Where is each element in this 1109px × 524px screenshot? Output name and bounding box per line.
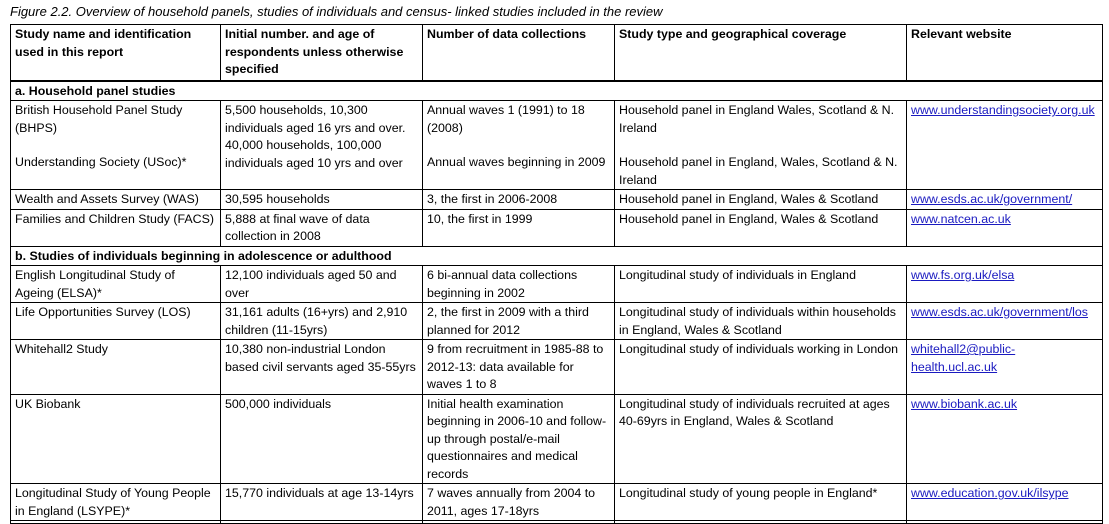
study-type: Longitudinal study of individuals within households in England, Wales & Scotland: [615, 303, 907, 340]
study-type: Longitudinal study of individuals in England: [615, 266, 907, 303]
study-name: Life Opportunities Survey (LOS): [11, 303, 221, 340]
data-collections: 10, the first in 1999: [423, 209, 615, 246]
website-link[interactable]: www.biobank.ac.uk: [911, 396, 1018, 411]
data-collections: 6 bi-annual data collections beginning in 2002: [423, 266, 615, 303]
studies-table: [10, 24, 1103, 524]
study-type: Longitudinal study of individuals working in London: [615, 340, 907, 395]
initial-number: 500,000 individuals: [221, 394, 423, 484]
data-collections: 2, the first in 2009 with a third planned for 2012: [423, 303, 615, 340]
website-link[interactable]: www.understandingsociety.org.uk: [911, 103, 1095, 117]
header-website: Relevant website: [907, 25, 1103, 81]
table-row: [11, 394, 1103, 484]
section-row: [11, 81, 1103, 101]
study-type: Household panel in England, Wales & Scotland: [615, 209, 907, 246]
data-collections: 9 from recruitment in 1985-88 to 2012-13: data available for waves 1 to 8: [423, 340, 615, 395]
table-row: [11, 209, 1103, 246]
study-type: Household panel in England Wales, Scotland & N. Ireland: [619, 103, 895, 135]
initial-number-cell: [221, 101, 423, 190]
table-row: [11, 266, 1103, 303]
study-name: Longitudinal Study of Young People in England (LSYPE)*: [11, 484, 221, 521]
data-collections: Annual waves beginning in 2009: [427, 155, 606, 169]
study-name: Families and Children Study (FACS): [11, 209, 221, 246]
website-link[interactable]: www.natcen.ac.uk: [911, 211, 1011, 226]
initial-number: 5,500 households, 10,300 individuals aged 16 yrs and over.: [225, 103, 406, 135]
data-collections: Annual waves 1 (1991) to 18 (2008): [427, 103, 585, 135]
study-type: Longitudinal study of individuals recruited at ages 40-69yrs in England, Wales & Scotland: [615, 394, 907, 484]
initial-number: 30,595 households: [221, 190, 423, 210]
study-type: Household panel in England, Wales, Scotland & N. Ireland: [619, 155, 898, 187]
table-row: [11, 340, 1103, 395]
website-link[interactable]: www.esds.ac.uk/government/los: [911, 305, 1088, 319]
study-name: English Longitudinal Study of Ageing (ELSA)*: [11, 266, 221, 303]
data-collections: 3, the first in 2006-2008: [423, 190, 615, 210]
table-row: [11, 521, 1103, 524]
empty-cell: [907, 521, 1103, 524]
study-type: Longitudinal study of young people in England*: [615, 484, 907, 521]
empty-cell: [11, 521, 221, 524]
study-name: Understanding Society (USoc)*: [15, 155, 187, 169]
website-cell: [907, 209, 1103, 246]
study-name: British Household Panel Study (BHPS): [15, 103, 183, 135]
website-cell: [907, 340, 1103, 395]
header-data-collections: Number of data collections: [423, 25, 615, 81]
data-collections: 7 waves annually from 2004 to 2011, ages 17-18yrs: [423, 484, 615, 521]
empty-cell: [221, 521, 423, 524]
website-link[interactable]: whitehall2@public-health.ucl.ac.uk: [911, 342, 1016, 374]
table-row: [11, 190, 1103, 210]
table-row: [11, 303, 1103, 340]
study-name: Whitehall2 Study: [11, 340, 221, 395]
section-individual-studies: b. Studies of individuals beginning in adolescence or adulthood: [11, 246, 1103, 266]
website-cell: [907, 303, 1103, 340]
empty-cell: [615, 521, 907, 524]
figure-caption: Figure 2.2. Overview of household panels, studies of individuals and census- linked studies included in the review: [10, 4, 663, 19]
header-initial-number: Initial number. and age of respondents unless otherwise specified: [221, 25, 423, 81]
website-cell: [907, 484, 1103, 521]
data-collections: Initial health examination beginning in 2006-10 and follow-up through postal/e-mail questionnaires and medical records: [423, 394, 615, 484]
header-study-name: Study name and identification used in this report: [11, 25, 221, 81]
website-link[interactable]: www.education.gov.uk/ilsype: [911, 486, 1069, 500]
data-collections-cell: [423, 101, 615, 190]
table-header-row: [11, 25, 1103, 81]
initial-number: 10,380 non-industrial London based civil servants aged 35-55yrs: [221, 340, 423, 395]
initial-number: 5,888 at final wave of data collection in 2008: [221, 209, 423, 246]
initial-number: 15,770 individuals at age 13-14yrs: [221, 484, 423, 521]
study-type: Household panel in England, Wales & Scotland: [615, 190, 907, 210]
header-study-type: Study type and geographical coverage: [615, 25, 907, 81]
website-link[interactable]: www.fs.org.uk/elsa: [911, 268, 1015, 282]
table-row: [11, 484, 1103, 521]
initial-number: 31,161 adults (16+yrs) and 2,910 children (11-15yrs): [221, 303, 423, 340]
section-household-panels: a. Household panel studies: [11, 81, 1103, 101]
website-link[interactable]: www.esds.ac.uk/government/: [911, 192, 1073, 206]
website-cell: [907, 190, 1103, 210]
study-type-cell: [615, 101, 907, 190]
study-name: Wealth and Assets Survey (WAS): [11, 190, 221, 210]
section-row: [11, 246, 1103, 266]
study-name: UK Biobank: [11, 394, 221, 484]
table-row: [11, 101, 1103, 190]
website-cell: [907, 101, 1103, 190]
initial-number: 40,000 households, 100,000 individuals aged 10 yrs and over: [225, 138, 403, 170]
website-cell: [907, 266, 1103, 303]
study-name-cell: [11, 101, 221, 190]
empty-cell: [423, 521, 615, 524]
initial-number: 12,100 individuals aged 50 and over: [221, 266, 423, 303]
website-cell: [907, 394, 1103, 484]
